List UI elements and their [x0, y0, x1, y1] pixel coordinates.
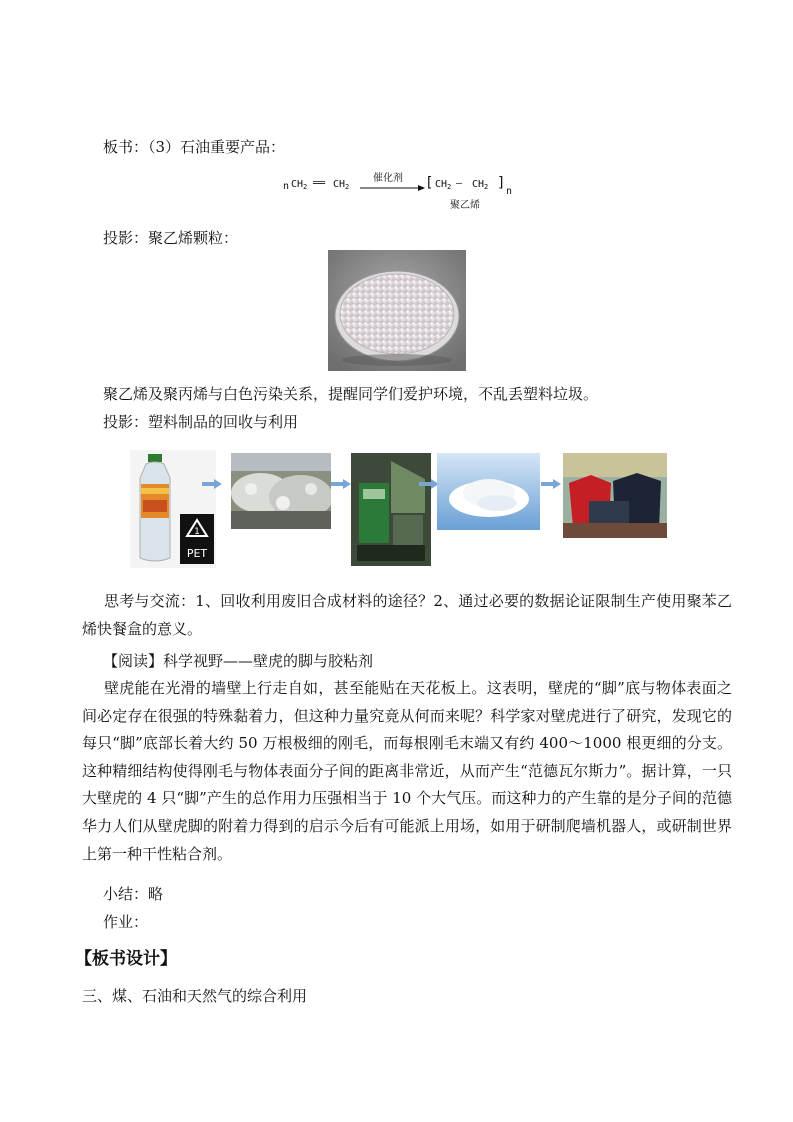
eq-product-b: $CH_2$ — [472, 179, 489, 191]
eq-coefficient: n — [283, 181, 290, 192]
board-products-line: 板书：（3）石油重要产品： — [103, 138, 286, 156]
board-design-heading: 【板书设计】 — [75, 949, 177, 969]
projection-pe-line: 投影：聚乙烯颗粒： — [103, 229, 239, 247]
process-arrow-2 — [331, 479, 351, 489]
recycling-machine-photo — [351, 453, 431, 566]
eq-reactant-a: $CH_2$ — [291, 179, 308, 191]
pollution-note-line: 聚乙烯及聚丙烯与白色污染关系，提醒同学们爱护环境，不乱丢塑料垃圾。 — [103, 385, 599, 403]
pet-label: PET — [186, 547, 208, 560]
eq-reactant-b: $CH_2$ — [333, 179, 350, 191]
polymerization-equation — [283, 170, 523, 214]
section-three-title: 三、煤、石油和天然气的综合利用 — [82, 987, 308, 1005]
eq-double-bond: ══ — [313, 178, 326, 189]
recycle-code: 1 — [194, 527, 200, 537]
gecko-text: 壁虎能在光滑的墙壁上行走自如，甚至能贴在天花板上。这表明，壁虎的“脚”底与物体表面之间必定存在很强的特殊黏着力，但这种力量究竟从何而来呢？科学家对壁虎进行了研究，发现它的每只“脚”底部长着大约 50 万根极细的刚毛，而每根刚毛末端又有约 400～1000 根更细的分支。这种精细结构使得刚毛与物体表面分子间的距离非常近，从而产生“范德瓦尔斯力”。据计算，一只大壁虎的 4 只“脚”产生的总作用力压强相当于 10 个大气压。而这种力的产生靠的是分子间的范德华力人们从壁虎脚的附着力得到的启示今后有可能派上用场，如用于研制爬墙机器人，或研制世界上第一种干性粘合剂。 — [82, 679, 732, 863]
process-arrow-4 — [541, 479, 561, 489]
eq-polymer-n: n — [506, 186, 513, 197]
plastic-flakes-photo — [437, 453, 540, 530]
think-exchange-paragraph — [82, 588, 732, 643]
eq-catalyst: 催化剂 — [373, 173, 403, 184]
summary-line: 小结：略 — [103, 885, 164, 903]
process-arrow-3 — [419, 479, 439, 489]
collected-waste-photo — [231, 453, 331, 529]
eq-bracket-open: [ — [425, 175, 434, 191]
polyethylene-pellets-photo — [328, 250, 466, 371]
homework-line: 作业： — [103, 913, 149, 931]
gecko-paragraph — [82, 675, 732, 868]
eq-bracket-close: ] — [497, 175, 506, 191]
projection-recycle-line: 投影：塑料制品的回收与利用 — [103, 413, 299, 431]
pet-bottle-photo — [130, 450, 216, 568]
reading-title: 【阅读】科学视野——壁虎的脚与胶粘剂 — [103, 652, 374, 670]
eq-product-a: $CH_2$ — [435, 179, 452, 191]
eq-single-bond: — — [456, 178, 463, 189]
think-exchange-text: 思考与交流：1、回收利用废旧合成材料的途径？2、通过必要的数据论证限制生产使用聚苯乙烯快餐盒的意义。 — [82, 592, 732, 638]
recycled-jackets-photo — [563, 453, 667, 538]
process-arrow-1 — [202, 479, 222, 489]
eq-reaction-arrow — [360, 184, 426, 192]
eq-product-name: 聚乙烯 — [450, 200, 480, 211]
